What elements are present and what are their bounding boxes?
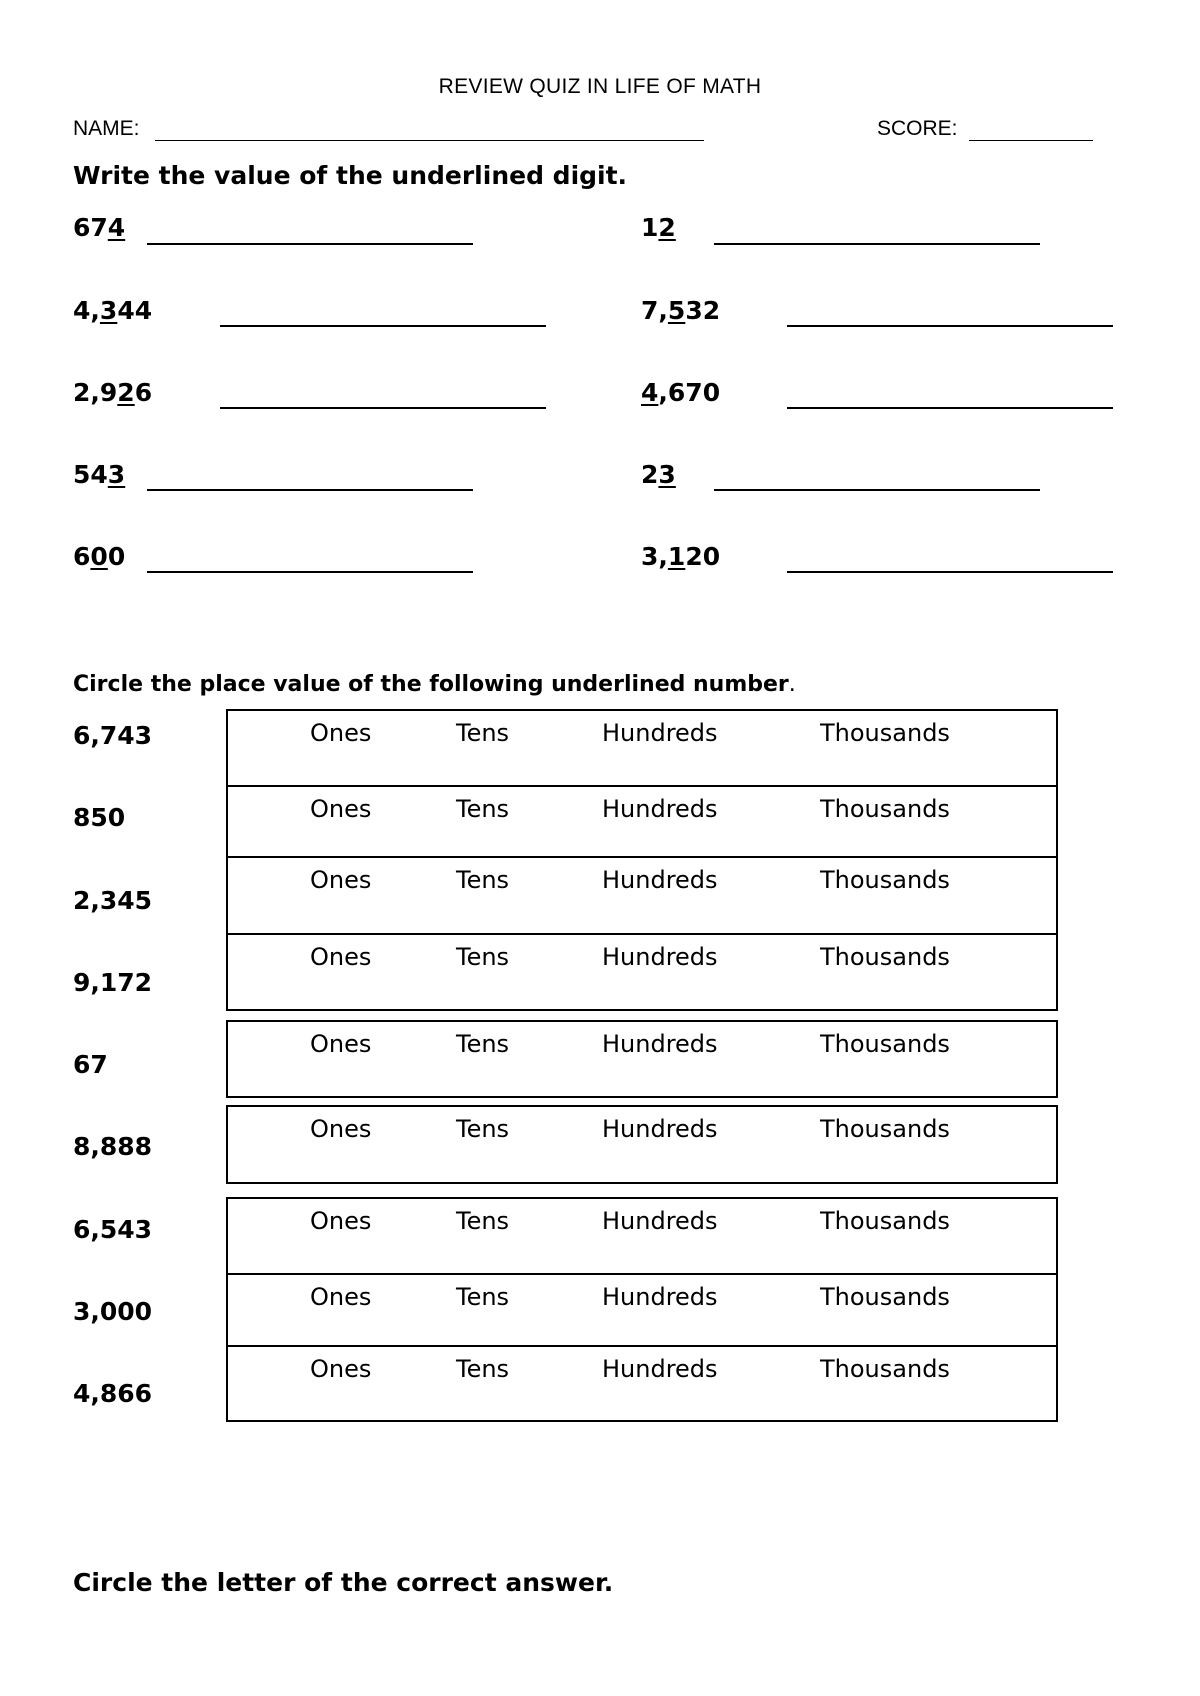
option-tens[interactable]: Tens: [456, 795, 510, 823]
option-tens[interactable]: Tens: [456, 1207, 510, 1235]
option-thousands[interactable]: Thousands: [820, 866, 950, 894]
place-value-options: [226, 856, 1058, 935]
option-tens[interactable]: Tens: [456, 1115, 510, 1143]
part2-instruction: Circle the place value of the following underlined number.: [73, 672, 796, 697]
answer-line[interactable]: [220, 325, 546, 327]
option-thousands[interactable]: Thousands: [820, 1030, 950, 1058]
place-value-number: 8,888: [73, 1132, 153, 1161]
place-value-number: 6,543: [73, 1215, 153, 1244]
option-hundreds[interactable]: Hundreds: [602, 1030, 718, 1058]
name-field-line[interactable]: [155, 140, 704, 141]
option-ones[interactable]: Ones: [310, 943, 372, 971]
option-ones[interactable]: Ones: [310, 1355, 372, 1383]
option-thousands[interactable]: Thousands: [820, 1283, 950, 1311]
option-ones[interactable]: Ones: [310, 866, 372, 894]
place-value-number: 2,345: [73, 886, 153, 915]
answer-line[interactable]: [220, 407, 546, 409]
option-thousands[interactable]: Thousands: [820, 943, 950, 971]
part1-number: 2,926: [73, 378, 153, 407]
place-value-options: [226, 1105, 1058, 1184]
answer-line[interactable]: [147, 489, 473, 491]
option-thousands[interactable]: Thousands: [820, 1355, 950, 1383]
option-thousands[interactable]: Thousands: [820, 1207, 950, 1235]
part1-number: 7,532: [641, 296, 721, 325]
place-value-options: [226, 785, 1058, 858]
option-tens[interactable]: Tens: [456, 719, 510, 747]
score-label: SCORE:: [877, 117, 958, 140]
answer-line[interactable]: [147, 571, 473, 573]
place-value-number: 67: [73, 1050, 108, 1079]
part1-number: 3,120: [641, 542, 721, 571]
option-tens[interactable]: Tens: [456, 1355, 510, 1383]
option-tens[interactable]: Tens: [456, 1283, 510, 1311]
option-ones[interactable]: Ones: [310, 1030, 372, 1058]
option-thousands[interactable]: Thousands: [820, 795, 950, 823]
option-hundreds[interactable]: Hundreds: [602, 719, 718, 747]
answer-line[interactable]: [147, 243, 473, 245]
name-label: NAME:: [73, 117, 140, 140]
place-value-options: [226, 709, 1058, 787]
answer-line[interactable]: [714, 489, 1040, 491]
part1-number: 543: [73, 460, 126, 489]
option-ones[interactable]: Ones: [310, 1207, 372, 1235]
option-hundreds[interactable]: Hundreds: [602, 866, 718, 894]
option-ones[interactable]: Ones: [310, 1115, 372, 1143]
part1-number: 4,670: [641, 378, 721, 407]
answer-line[interactable]: [787, 571, 1113, 573]
place-value-number: 850: [73, 803, 126, 832]
answer-line[interactable]: [714, 243, 1040, 245]
part1-number: 600: [73, 542, 126, 571]
option-ones[interactable]: Ones: [310, 719, 372, 747]
option-thousands[interactable]: Thousands: [820, 1115, 950, 1143]
answer-line[interactable]: [787, 407, 1113, 409]
place-value-number: 4,866: [73, 1379, 153, 1408]
place-value-options: [226, 1197, 1058, 1275]
place-value-options: [226, 1273, 1058, 1347]
place-value-number: 9,172: [73, 968, 153, 997]
option-hundreds[interactable]: Hundreds: [602, 795, 718, 823]
option-tens[interactable]: Tens: [456, 866, 510, 894]
part1-number: 4,344: [73, 296, 153, 325]
option-hundreds[interactable]: Hundreds: [602, 1115, 718, 1143]
part1-number: 674: [73, 213, 126, 242]
option-ones[interactable]: Ones: [310, 1283, 372, 1311]
quiz-title: REVIEW QUIZ IN LIFE OF MATH: [438, 75, 762, 98]
answer-line[interactable]: [787, 325, 1113, 327]
score-field-line[interactable]: [969, 140, 1093, 141]
option-hundreds[interactable]: Hundreds: [602, 943, 718, 971]
place-value-number: 3,000: [73, 1297, 153, 1326]
place-value-options: [226, 1020, 1058, 1098]
place-value-options: [226, 1345, 1058, 1422]
place-value-number: 6,743: [73, 721, 153, 750]
part1-instruction: Write the value of the underlined digit.: [73, 161, 628, 190]
option-hundreds[interactable]: Hundreds: [602, 1355, 718, 1383]
option-ones[interactable]: Ones: [310, 795, 372, 823]
part3-instruction: Circle the letter of the correct answer.: [73, 1568, 614, 1597]
option-hundreds[interactable]: Hundreds: [602, 1283, 718, 1311]
option-hundreds[interactable]: Hundreds: [602, 1207, 718, 1235]
part1-number: 23: [641, 460, 676, 489]
place-value-options: [226, 933, 1058, 1011]
option-tens[interactable]: Tens: [456, 1030, 510, 1058]
option-tens[interactable]: Tens: [456, 943, 510, 971]
option-thousands[interactable]: Thousands: [820, 719, 950, 747]
part1-number: 12: [641, 213, 676, 242]
